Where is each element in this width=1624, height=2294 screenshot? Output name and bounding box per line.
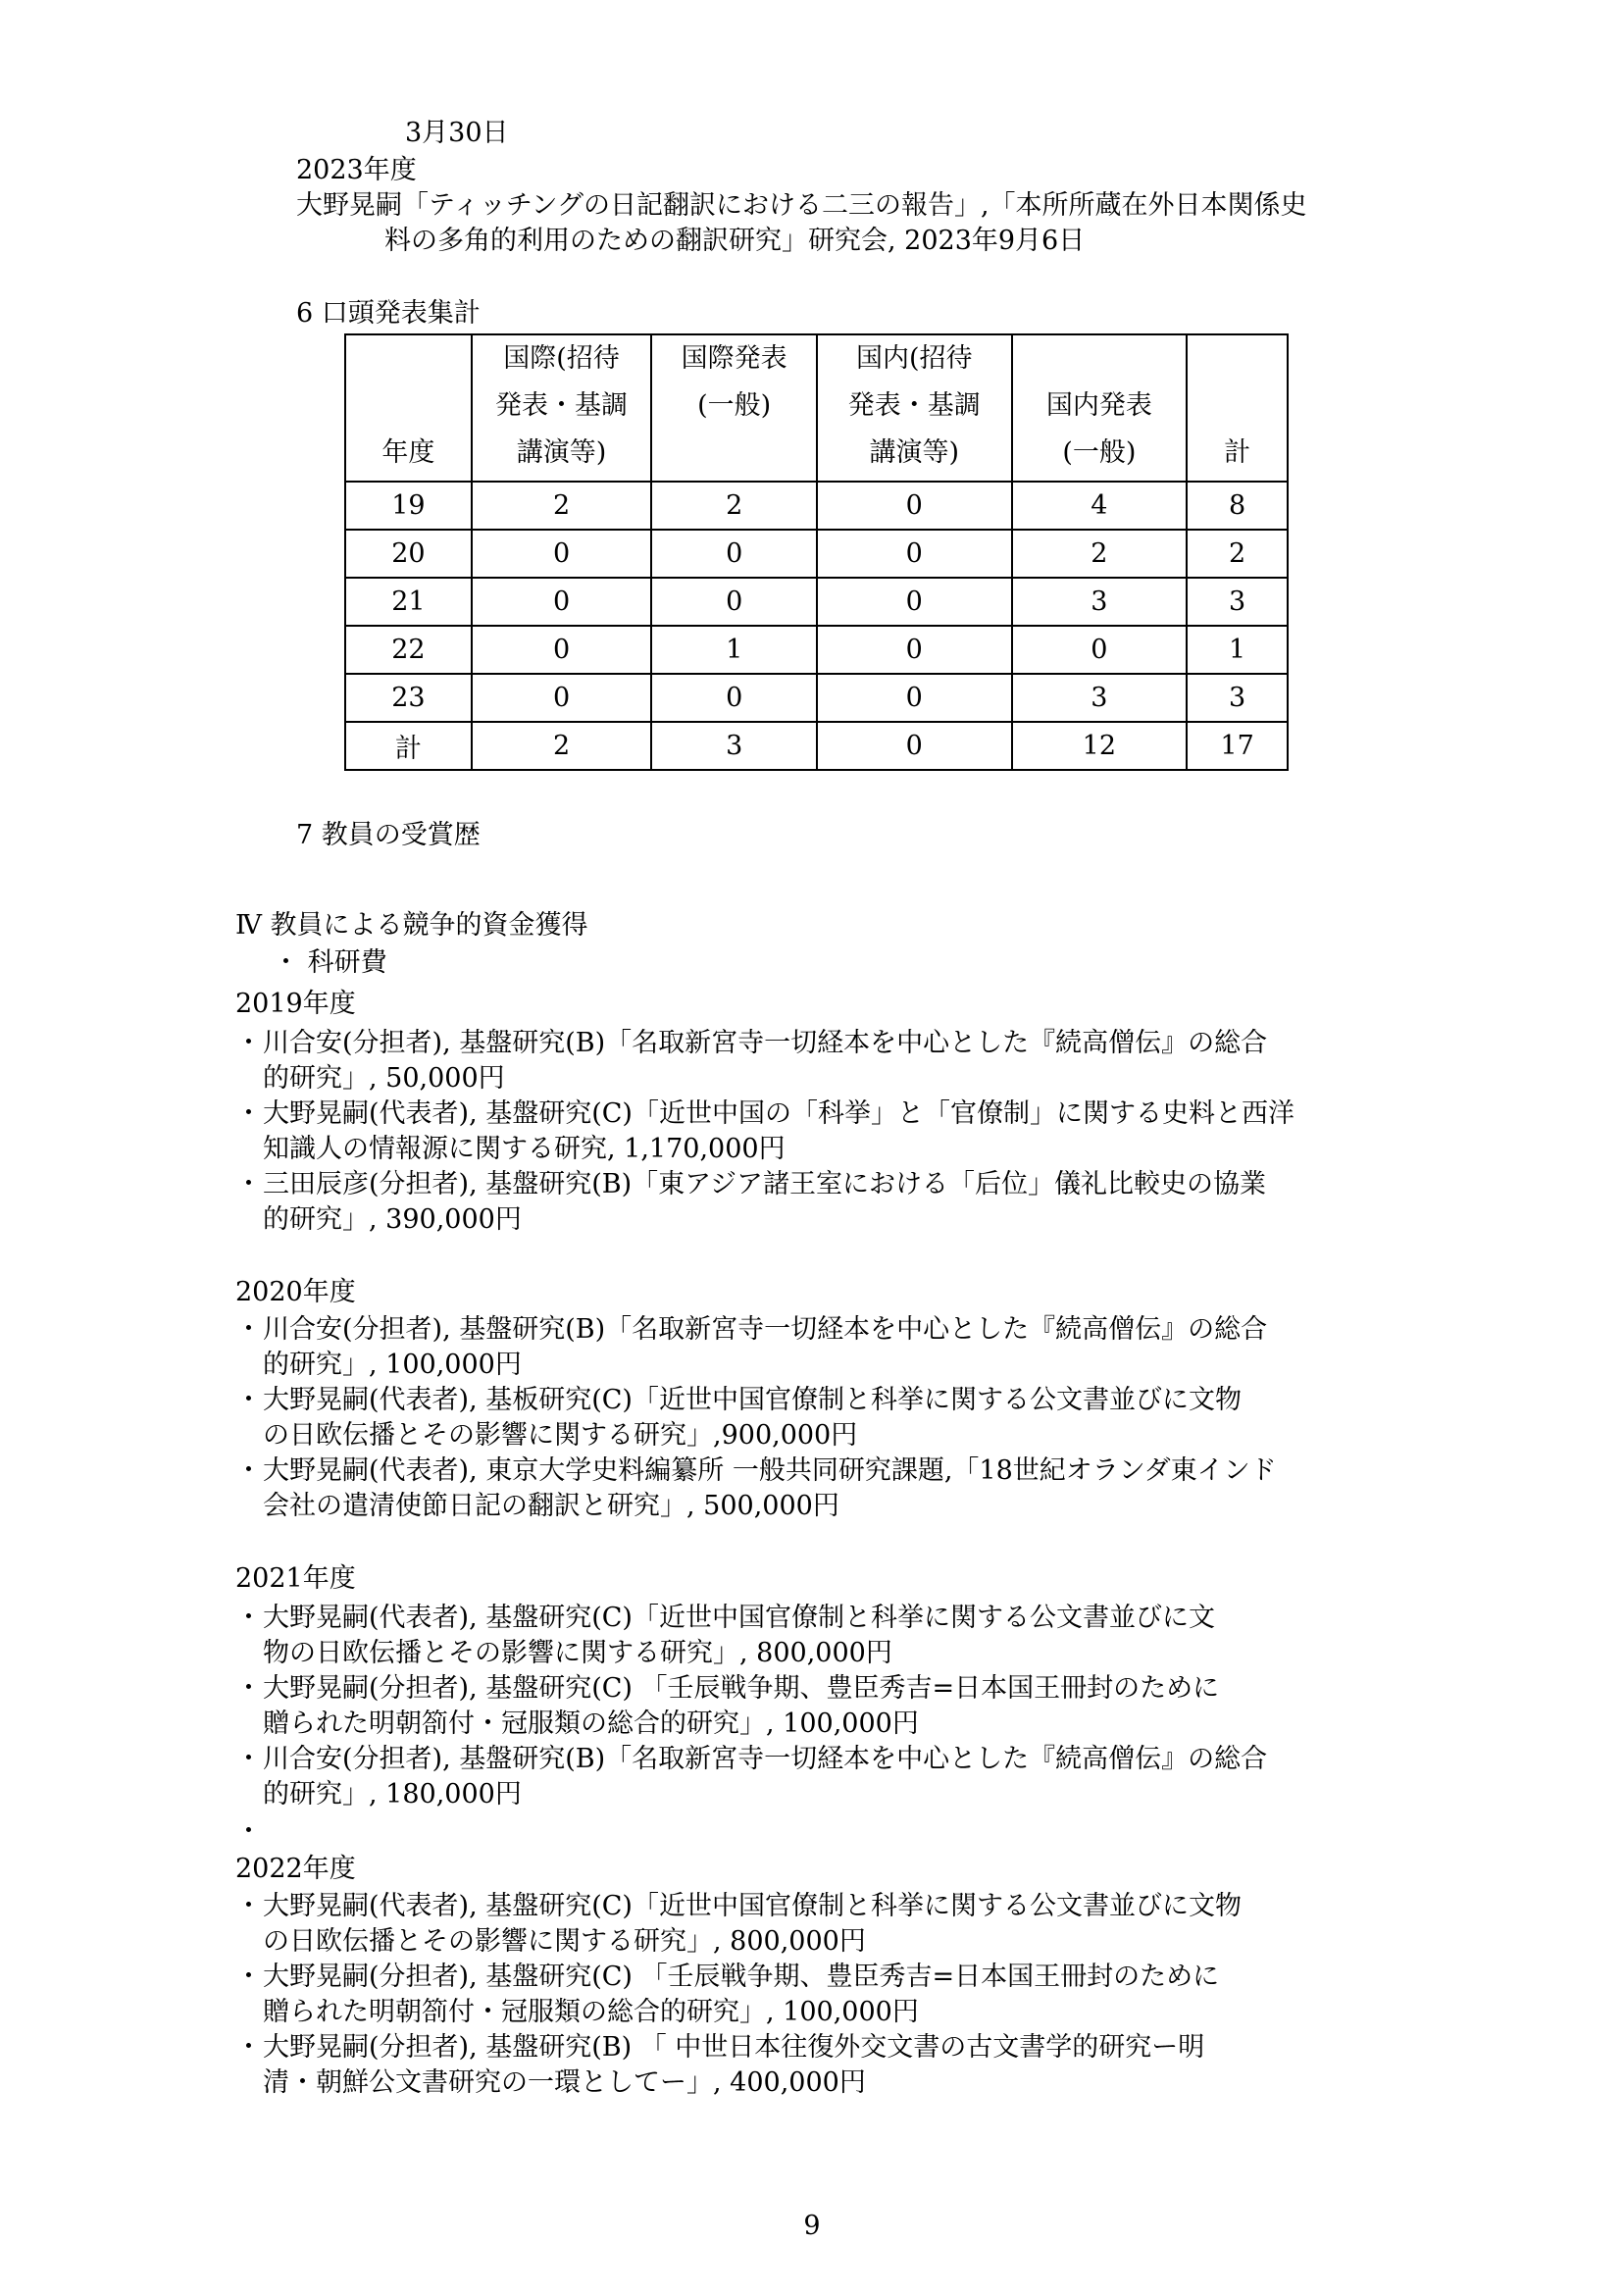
- year-heading-2021: 2021年度: [235, 1563, 356, 1594]
- table-cell: 計: [345, 722, 472, 770]
- header-domestic-invited: 国内(招待 発表・基調 講演等): [817, 334, 1012, 482]
- section-6-heading: 6 口頭発表集計: [296, 298, 481, 329]
- grant-2020-3-line1: 大野晃嗣(代表者), 東京大学史料編纂所 一般共同研究課題,「18世紀オランダ東インド: [263, 1455, 1277, 1486]
- table-cell: 8: [1187, 482, 1288, 530]
- grant-2021-2-line1: 大野晃嗣(分担者), 基盤研究(C) 「壬辰戦争期、豊臣秀吉=日本国王冊封のために: [263, 1673, 1220, 1704]
- table-total-row: [345, 722, 1288, 770]
- date-line: 3月30日: [405, 118, 509, 148]
- bullet: ・: [235, 1385, 262, 1415]
- table-cell: 0: [817, 626, 1012, 674]
- table-cell: 2: [472, 482, 652, 530]
- bullet: ・: [235, 1962, 262, 1992]
- page-number: 9: [803, 2211, 821, 2241]
- bullet: ・: [235, 1744, 262, 1774]
- table-cell: 2: [1187, 530, 1288, 578]
- grant-2021-3-line2: 的研究」, 180,000円: [263, 1779, 522, 1810]
- year-heading-2022: 2022年度: [235, 1854, 356, 1884]
- grant-2020-2-line2: の日欧伝播とその影響に関する研究」,900,000円: [263, 1420, 858, 1451]
- grant-2022-3-line1: 大野晃嗣(分担者), 基盤研究(B) 「 中世日本往復外交文書の古文書学的研究ー明: [263, 2032, 1205, 2063]
- grant-2021-2-line2: 贈られた明朝箚付・冠服類の総合的研究」, 100,000円: [263, 1708, 919, 1739]
- table-cell: 3: [651, 722, 817, 770]
- header-year: 年度: [345, 334, 472, 482]
- table-cell: 2: [1012, 530, 1188, 578]
- table-row: [345, 530, 1288, 578]
- table-cell: 12: [1012, 722, 1188, 770]
- section-4-heading: Ⅳ 教員による競争的資金獲得: [235, 910, 588, 941]
- grant-2020-3-line2: 会社の遣清使節日記の翻訳と研究」, 500,000円: [263, 1491, 839, 1521]
- table-cell: 19: [345, 482, 472, 530]
- bullet-empty: ・: [235, 1816, 262, 1847]
- table-cell: 21: [345, 578, 472, 626]
- entry-2023-line1: 大野晃嗣「ティッチングの日記翻訳における二三の報告」,「本所所蔵在外日本関係史: [296, 190, 1307, 221]
- bullet: ・: [235, 1098, 262, 1129]
- table-cell: 0: [651, 674, 817, 722]
- year-heading-2019: 2019年度: [235, 989, 356, 1019]
- table-row: [345, 578, 1288, 626]
- table-cell: 0: [817, 674, 1012, 722]
- grant-2021-1-line1: 大野晃嗣(代表者), 基盤研究(C)「近世中国官僚制と科挙に関する公文書並びに文: [263, 1603, 1215, 1633]
- bullet: ・: [235, 1891, 262, 1921]
- header-domestic-general: 国内発表 (一般): [1012, 334, 1188, 482]
- grant-2019-3-line1: 三田辰彦(分担者), 基盤研究(B)「東アジア諸王室における「后位」儀礼比較史の協業: [263, 1169, 1267, 1199]
- grant-2020-2-line1: 大野晃嗣(代表者), 基板研究(C)「近世中国官僚制と科挙に関する公文書並びに文物: [263, 1385, 1242, 1415]
- table-cell: 2: [472, 722, 652, 770]
- entry-2023-line2: 料の多角的利用のための翻訳研究」研究会, 2023年9月6日: [384, 226, 1086, 256]
- table-row: [345, 482, 1288, 530]
- grant-2022-1-line2: の日欧伝播とその影響に関する研究」, 800,000円: [263, 1926, 866, 1957]
- table-cell: 22: [345, 626, 472, 674]
- table-cell: 23: [345, 674, 472, 722]
- table-cell: 0: [651, 578, 817, 626]
- grant-2022-2-line2: 贈られた明朝箚付・冠服類の総合的研究」, 100,000円: [263, 1997, 919, 2027]
- table-cell: 1: [1187, 626, 1288, 674]
- grant-2020-1-line1: 川合安(分担者), 基盤研究(B)「名取新宮寺一切経本を中心とした『続高僧伝』の総合: [263, 1314, 1268, 1345]
- table-cell: 3: [1012, 674, 1188, 722]
- table-cell: 0: [472, 674, 652, 722]
- year-heading-2023: 2023年度: [296, 155, 417, 185]
- kakenhi-subheading: ・ 科研費: [273, 947, 387, 978]
- table-cell: 0: [817, 722, 1012, 770]
- grant-2019-1-line2: 的研究」, 50,000円: [263, 1063, 505, 1094]
- table-row: [345, 626, 1288, 674]
- table-cell: 3: [1187, 578, 1288, 626]
- grant-2019-3-line2: 的研究」, 390,000円: [263, 1204, 522, 1235]
- table-cell: 0: [817, 482, 1012, 530]
- header-intl-invited: 国際(招待 発表・基調 講演等): [472, 334, 652, 482]
- table-cell: 0: [817, 530, 1012, 578]
- table-cell: 17: [1187, 722, 1288, 770]
- grant-2019-2-line2: 知識人の情報源に関する研究, 1,170,000円: [263, 1134, 786, 1164]
- section-7-heading: 7 教員の受賞歴: [296, 820, 481, 850]
- bullet: ・: [235, 1603, 262, 1633]
- bullet: ・: [235, 1028, 262, 1058]
- table-cell: 3: [1187, 674, 1288, 722]
- table-cell: 0: [472, 578, 652, 626]
- table-cell: 0: [1012, 626, 1188, 674]
- header-total: 計: [1187, 334, 1288, 482]
- table-cell: 0: [472, 626, 652, 674]
- grant-2022-2-line1: 大野晃嗣(分担者), 基盤研究(C) 「壬辰戦争期、豊臣秀吉=日本国王冊封のために: [263, 1962, 1220, 1992]
- bullet: ・: [235, 2032, 262, 2063]
- grant-2021-3-line1: 川合安(分担者), 基盤研究(B)「名取新宮寺一切経本を中心とした『続高僧伝』の総合: [263, 1744, 1268, 1774]
- table-cell: 20: [345, 530, 472, 578]
- table-cell: 0: [472, 530, 652, 578]
- bullet: ・: [235, 1673, 262, 1704]
- table-cell: 3: [1012, 578, 1188, 626]
- bullet: ・: [235, 1314, 262, 1345]
- table-cell: 4: [1012, 482, 1188, 530]
- grant-2022-1-line1: 大野晃嗣(代表者), 基盤研究(C)「近世中国官僚制と科挙に関する公文書並びに文物: [263, 1891, 1242, 1921]
- bullet: ・: [235, 1169, 262, 1199]
- table-cell: 0: [651, 530, 817, 578]
- table-cell: 0: [817, 578, 1012, 626]
- header-intl-general: 国際発表 (一般): [651, 334, 817, 482]
- table-header-row: [345, 334, 1288, 482]
- grant-2022-3-line2: 清・朝鮮公文書研究の一環としてー」, 400,000円: [263, 2067, 866, 2098]
- table-row: [345, 674, 1288, 722]
- table-cell: 2: [651, 482, 817, 530]
- bullet: ・: [235, 1455, 262, 1486]
- grant-2019-1-line1: 川合安(分担者), 基盤研究(B)「名取新宮寺一切経本を中心とした『続高僧伝』の総合: [263, 1028, 1268, 1058]
- year-heading-2020: 2020年度: [235, 1277, 356, 1307]
- table-cell: 1: [651, 626, 817, 674]
- grant-2019-2-line1: 大野晃嗣(代表者), 基盤研究(C)「近世中国の「科挙」と「官僚制」に関する史料と西洋: [263, 1098, 1294, 1129]
- grant-2021-1-line2: 物の日欧伝播とその影響に関する研究」, 800,000円: [263, 1638, 892, 1668]
- presentation-summary-table: [344, 333, 1289, 771]
- grant-2020-1-line2: 的研究」, 100,000円: [263, 1350, 522, 1380]
